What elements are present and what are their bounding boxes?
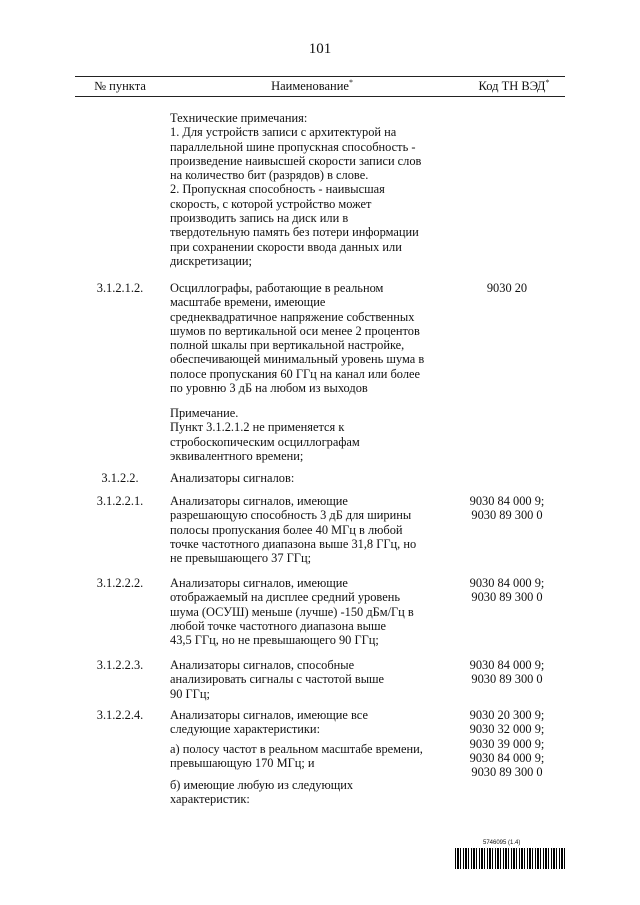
item-code: 9030 84 000 9; 9030 89 300 0 (469, 576, 545, 605)
item-number: 3.1.2.2.4. (96, 708, 144, 722)
item-description: Анализаторы сигналов, способные анализировать сигналы с частотой выше 90 ГГц; (170, 658, 385, 701)
item-number: 3.1.2.1.2. (96, 281, 144, 295)
item-number: 3.1.2.2. (101, 471, 139, 485)
item-number: 3.1.2.2.1. (96, 494, 144, 508)
table-header (75, 76, 565, 97)
sub-item-a: а) полосу частот в реальном масштабе времени, превышающую 170 МГц; и (170, 742, 423, 771)
sub-item-b: б) имеющие любую из следующих характеристик: (170, 778, 354, 807)
footnote-mark: * (348, 77, 353, 87)
header-tnved-code: Код ТН ВЭД* (478, 77, 550, 93)
item-description: Анализаторы сигналов, имеющие отображаемый на дисплее средний уровень шума (ОСУШ) меньше (лучше) -150 дБм/Гц в любой точке частотного диапазона выше 43,5 ГГц, но не превышающего 90 ГГц; (170, 576, 414, 648)
item-description: Анализаторы сигналов: (170, 471, 295, 485)
footnote-mark: * (545, 77, 550, 87)
item-code: 9030 84 000 9; 9030 89 300 0 (469, 658, 545, 687)
item-description: Анализаторы сигналов, имеющие все следующие характеристики: (170, 708, 368, 737)
item-code: 9030 84 000 9; 9030 89 300 0 (469, 494, 545, 523)
item-code: 9030 20 300 9; 9030 32 000 9; 9030 39 000 9; 9030 84 000 9; 9030 89 300 0 (469, 708, 545, 780)
item-note: Примечание. Пункт 3.1.2.1.2 не применяется к стробоскопическим осциллографам эквивалентного времени; (170, 406, 360, 463)
header-name: Наименование* (271, 77, 353, 93)
item-number: 3.1.2.2.2. (96, 576, 144, 590)
header-item-number: № пункта (94, 79, 146, 93)
document-number: 5746095 (1.4) (483, 840, 521, 846)
item-description: Осциллографы, работающие в реальном масштабе времени, имеющие среднеквадратичное напряжение собственных шумов по вертикальной оси менее 2 процентов полной шкалы при вертикальной настройке, обеспечивающей минимальный уровень шума в полосе пропускания 60 ГГц на канал или более по уровню 3 дБ на любом из выходов (170, 281, 425, 396)
barcode (455, 848, 565, 869)
technical-notes: Технические примечания: 1. Для устройств записи с архитектурой на параллельной шине пропускная способность - произведение наивысшей скорости записи слов на количество бит (разрядов) в слове. 2. Пропускная способность - наивысшая скорость, с которой устройство может производить запись на диск или в твердотельную память без потери информации при сохранении скорости ввода данных или дискретизации; (170, 111, 422, 268)
item-code: 9030 20 (486, 281, 528, 295)
page-number: 101 (308, 41, 332, 57)
item-number: 3.1.2.2.3. (96, 658, 144, 672)
item-description: Анализаторы сигналов, имеющие разрешающую способность 3 дБ для ширины полосы пропускания более 40 МГц в любой точке частотного диапазона выше 31,8 ГГц, но не превышающего 37 ГГц; (170, 494, 417, 566)
